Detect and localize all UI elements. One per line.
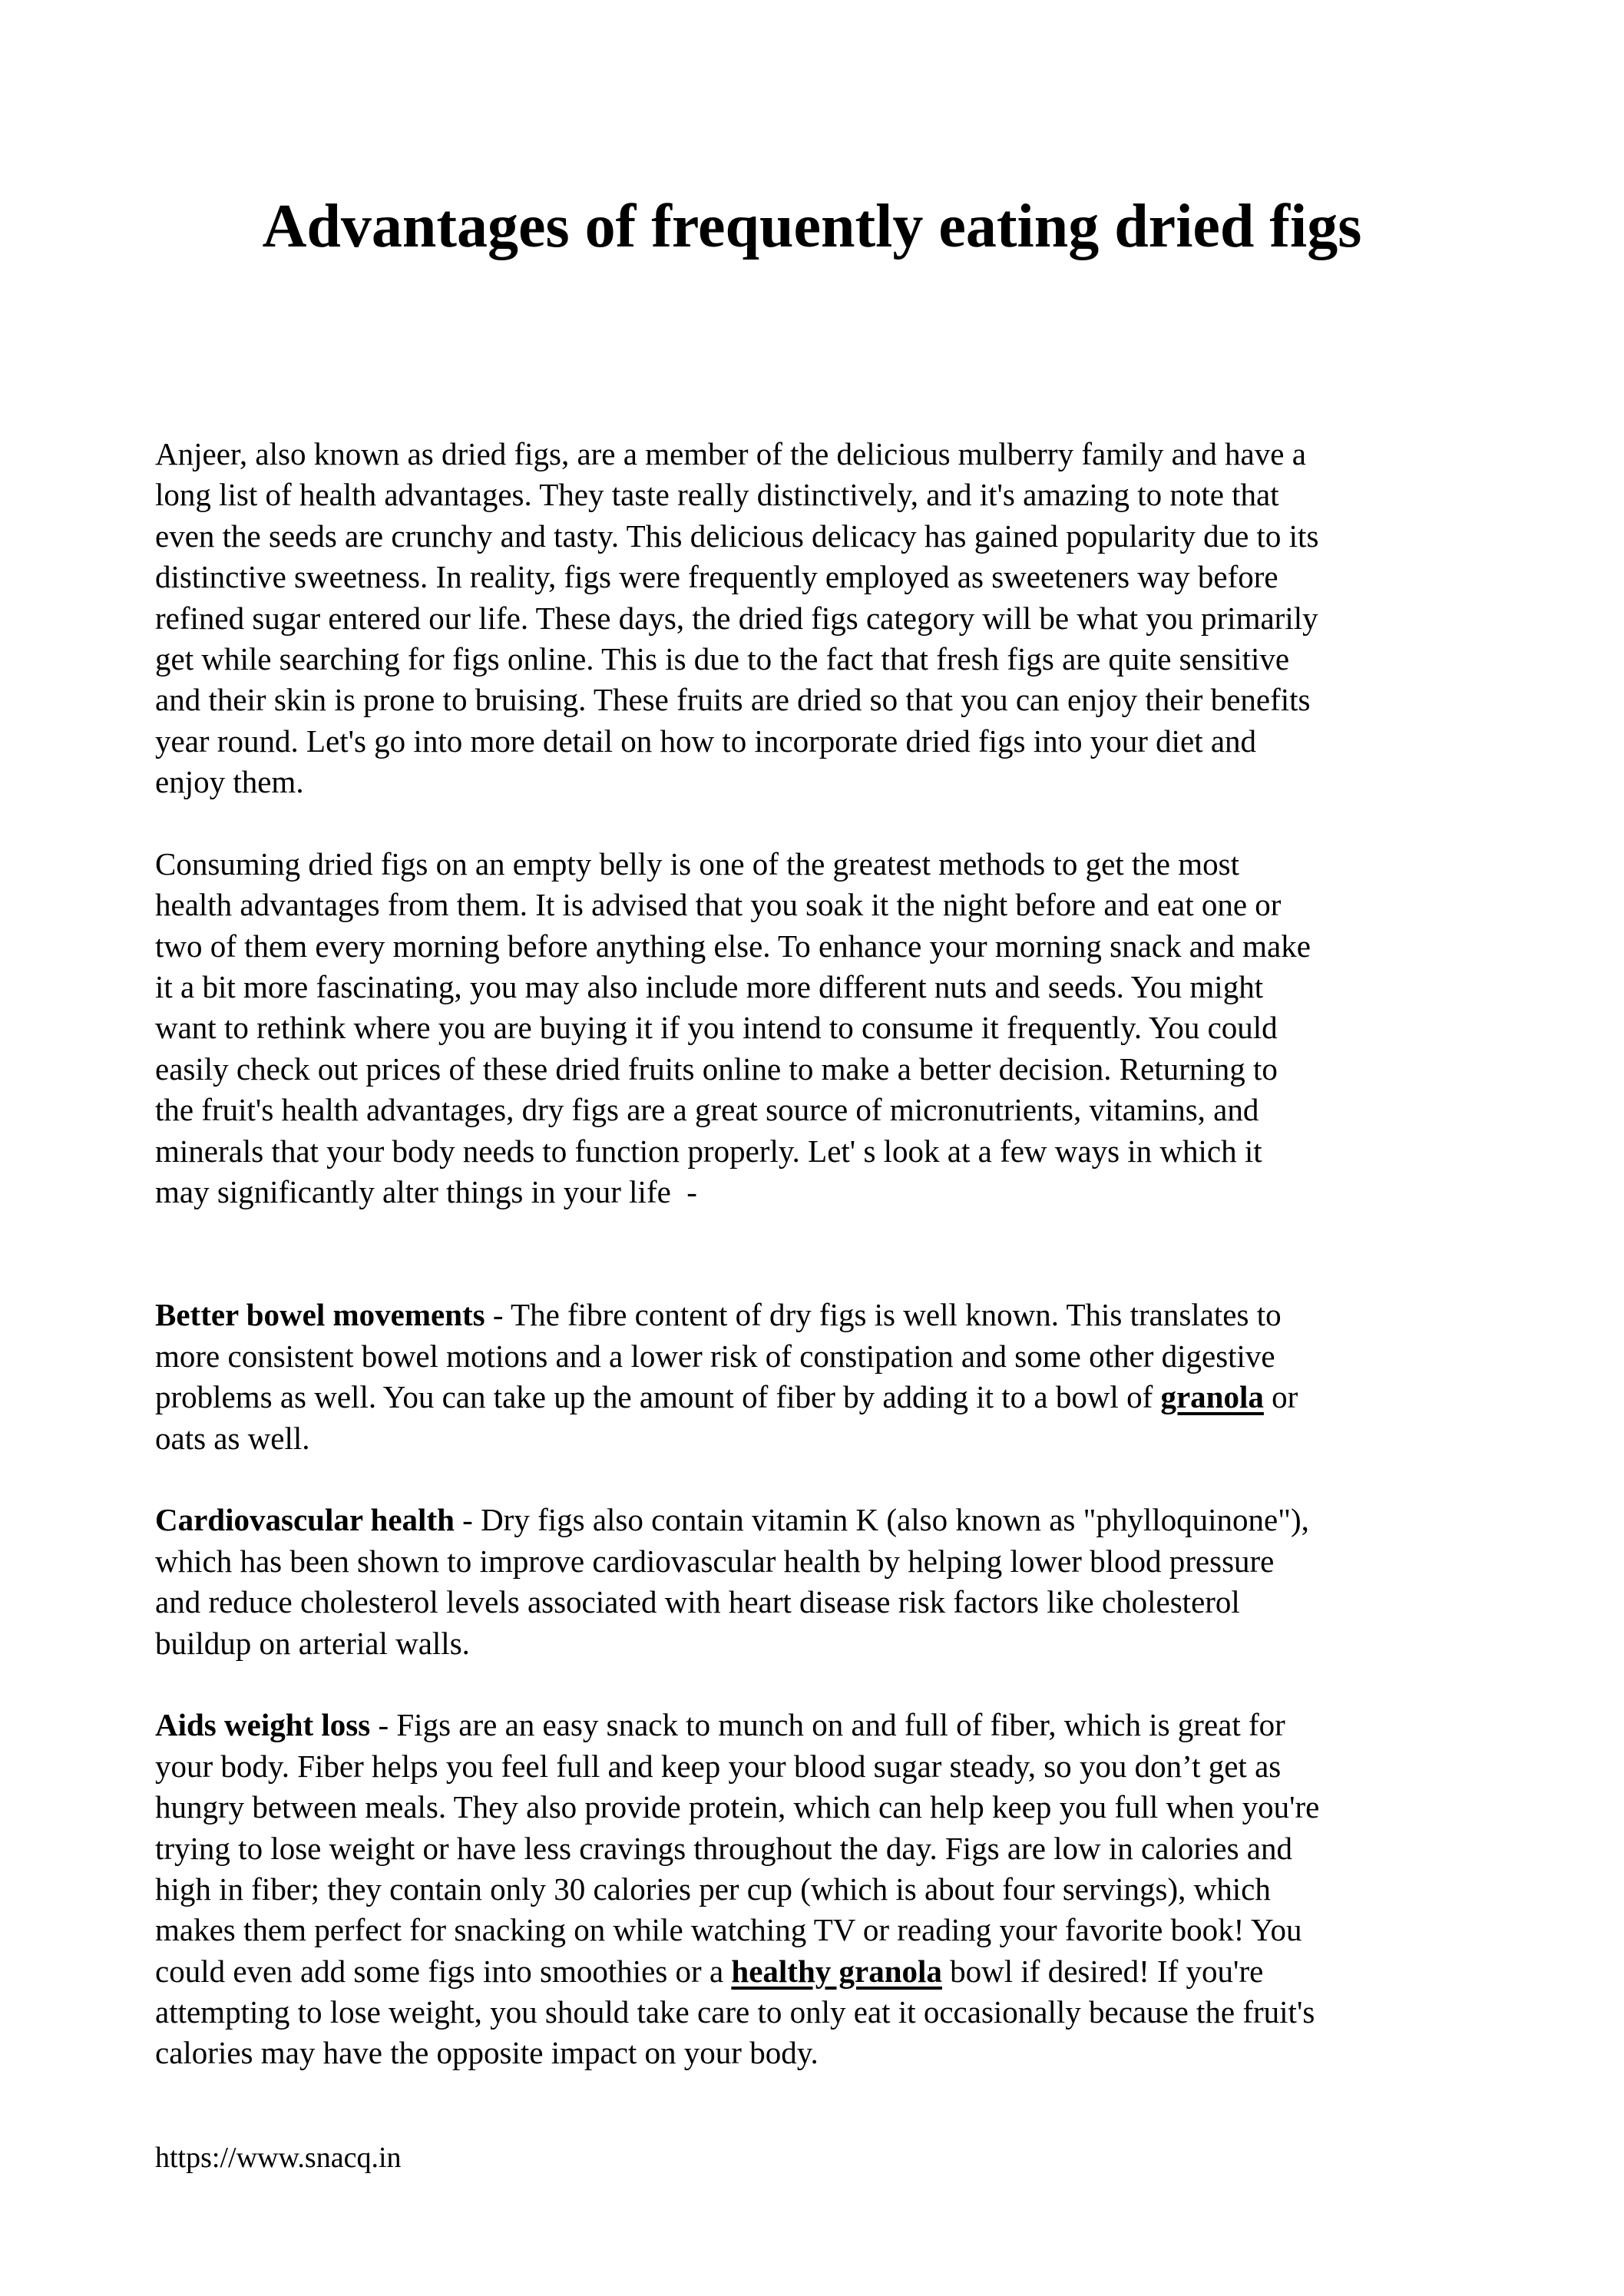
paragraph-spacer [155, 1664, 1507, 1705]
paragraph-line: even the seeds are crunchy and tasty. This delicious delicacy has gained popularity due to its [155, 518, 1319, 554]
paragraph-text: or [1263, 1379, 1298, 1415]
footer-url: https://www.snacq.in [155, 2142, 402, 2174]
paragraph-line: trying to lose weight or have less cravings throughout the day. Figs are low in calories and [155, 1830, 1292, 1866]
paragraph-text: could even add some figs into smoothies or a [155, 1953, 732, 1989]
paragraph-line [155, 1951, 1507, 1992]
paragraph-text: bowl if desired! If you're [941, 1953, 1264, 1989]
paragraph-line: distinctive sweetness. In reality, figs were frequently employed as sweeteners way before [155, 559, 1278, 595]
paragraph-line: it a bit more fascinating, you may also include more different nuts and seeds. You might [155, 969, 1264, 1005]
paragraph-line: and reduce cholesterol levels associated with heart disease risk factors like cholesterol [155, 1584, 1240, 1620]
paragraph-line: refined sugar entered our life. These days, the dried figs category will be what you primarily [155, 600, 1318, 636]
section-bowel-movements [155, 1295, 1507, 1459]
paragraph-line: calories may have the opposite impact on your body. [155, 2035, 819, 2071]
paragraph-line: hungry between meals. They also provide protein, which can help keep you full when you're [155, 1789, 1320, 1825]
section-separator: - [454, 1502, 481, 1538]
section-separator: - [370, 1707, 397, 1743]
paragraph-text: The fibre content of dry figs is well known. This translates to [511, 1297, 1282, 1333]
paragraph-line: long list of health advantages. They taste really distinctively, and it's amazing to note that [155, 477, 1279, 513]
paragraph-line: makes them perfect for snacking on while watching TV or reading your favorite book! You [155, 1912, 1302, 1948]
paragraph-line: health advantages from them. It is advised that you soak it the night before and eat one or [155, 887, 1282, 923]
healthy-granola-link[interactable]: healthy granola [731, 1953, 942, 1989]
paragraph-line: Anjeer, also known as dried figs, are a member of the delicious mulberry family and have a [155, 436, 1306, 471]
paragraph-line: two of them every morning before anything else. To enhance your morning snack and make [155, 928, 1311, 964]
paragraph-line: which has been shown to improve cardiovascular health by helping lower blood pressure [155, 1543, 1275, 1579]
paragraph-line: want to rethink where you are buying it if you intend to consume it frequently. You could [155, 1010, 1278, 1046]
paragraph-line: Consuming dried figs on an empty belly is one of the greatest methods to get the most [155, 845, 1239, 882]
section-weight-loss [155, 1705, 1507, 2074]
paragraph-line [155, 1377, 1507, 1418]
paragraph-line: buildup on arterial walls. [155, 1625, 470, 1661]
paragraph-line: the fruit's health advantages, dry figs are a great source of micronutrients, vitamins, and [155, 1092, 1259, 1128]
paragraph-spacer [155, 803, 1507, 844]
paragraph-spacer [155, 1213, 1507, 1295]
section-separator: - [485, 1297, 511, 1333]
paragraph-line: high in fiber; they contain only 30 calories per cup (which is about four servings), which [155, 1871, 1271, 1907]
paragraph-line: your body. Fiber helps you feel full and keep your blood sugar steady, so you don’t get as [155, 1748, 1282, 1784]
paragraph-line: easily check out prices of these dried fruits online to make a better decision. Returning to [155, 1050, 1278, 1087]
paragraph-line: minerals that your body needs to function properly. Let' s look at a few ways in which it [155, 1133, 1262, 1169]
paragraph-text: Figs are an easy snack to munch on and full of fiber, which is great for [396, 1707, 1285, 1743]
paragraph-text: problems as well. You can take up the amount of fiber by adding it to a bowl of [155, 1379, 1161, 1415]
paragraph-line: attempting to lose weight, you should take care to only eat it occasionally because the fruit's [155, 1994, 1315, 2030]
paragraph-line: may significantly alter things in your life - [155, 1174, 697, 1210]
second-paragraph [155, 844, 1507, 1213]
paragraph-line: year round. Let's go into more detail on how to incorporate dried figs into your diet and [155, 723, 1257, 759]
section-heading: Cardiovascular health [155, 1502, 455, 1538]
paragraph-line [155, 1705, 1507, 1745]
paragraph-line: get while searching for figs online. This is due to the fact that fresh figs are quite sensitive [155, 640, 1290, 677]
paragraph-line [155, 1295, 1507, 1335]
paragraph-line: and their skin is prone to bruising. These fruits are dried so that you can enjoy their benefits [155, 682, 1311, 718]
paragraph-line: enjoy them. [155, 764, 304, 800]
document-body [155, 434, 1507, 2074]
section-heading: Aids weight loss [155, 1707, 371, 1743]
section-cardiovascular-health [155, 1500, 1507, 1664]
paragraph-line: more consistent bowel motions and a lower risk of constipation and some other digestive [155, 1338, 1275, 1374]
granola-link[interactable]: granola [1160, 1379, 1264, 1415]
paragraph-line: oats as well. [155, 1420, 310, 1456]
paragraph-spacer [155, 1459, 1507, 1500]
document-title: Advantages of frequently eating dried figs [262, 193, 1362, 260]
section-heading: Better bowel movements [155, 1297, 485, 1333]
paragraph-text: Dry figs also contain vitamin K (also known as "phylloquinone"), [481, 1502, 1309, 1538]
paragraph-line [155, 1500, 1507, 1540]
intro-paragraph [155, 434, 1507, 803]
